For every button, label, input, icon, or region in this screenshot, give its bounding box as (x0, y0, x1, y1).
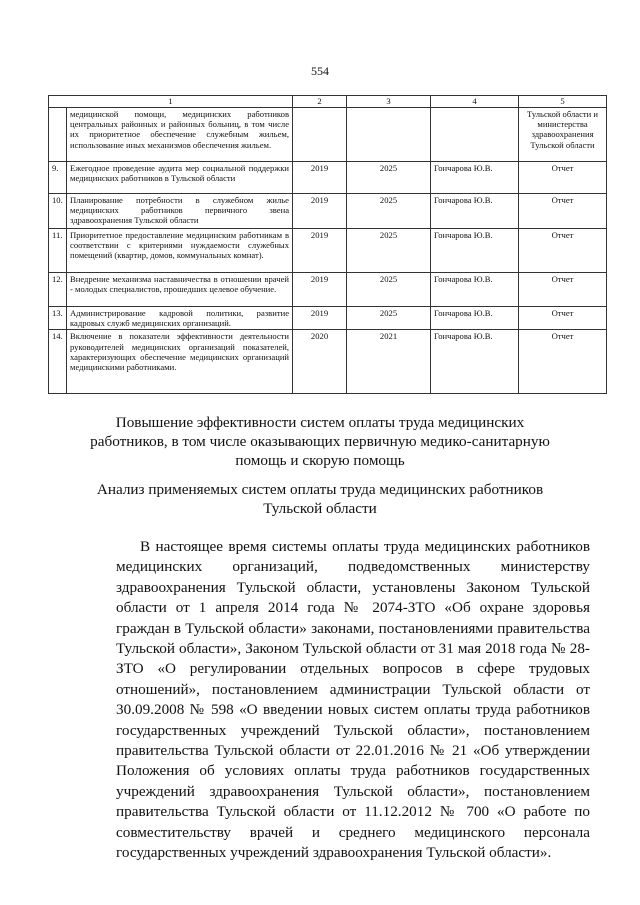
row-end-year: 2025 (347, 162, 431, 194)
row-number: 11. (49, 229, 67, 273)
row-executor: Гончарова Ю.В. (431, 162, 519, 194)
row-executor: Гончарова Ю.В. (431, 273, 519, 307)
row-result: Отчет (519, 162, 607, 194)
row-number: 14. (49, 330, 67, 394)
row-description: Ежегодное проведение аудита мер социальной поддержки медицинских работников в Тульской области (67, 162, 293, 194)
measures-table (48, 95, 607, 394)
row-number: 13. (49, 307, 67, 330)
row-end-year: 2021 (347, 330, 431, 394)
subsection-heading: Анализ применяемых систем оплаты труда медицинских работников Тульской области (96, 481, 544, 517)
section-heading: Повышение эффективности систем оплаты труда медицинских работников, в том числе оказывающих первичную медико-санитарную помощь и скорую помощь (90, 414, 550, 469)
row-number: 9. (49, 162, 67, 194)
row-number (49, 108, 67, 162)
table-row (49, 162, 607, 194)
body-paragraph: В настоящее время системы оплаты труда медицинских работников медицинских организаций, подведомственных министерству здравоохранения Тульской области, установлены Законом Тульской области от 1 апреля 2014 года № 2074-ЗТО «Об охране здоровья граждан в Тульской области» законами, постановлениями правительства Тульской области», Законом Тульской области от 31 мая 2018 года № 28-ЗТО «О регулировании отдельных вопросов в сфере трудовых отношений», постановлением администрации Тульской области от 30.09.2008 № 598 «О введении новых систем оплаты труда работников государственных учреждений Тульской области», постановлением правительства Тульской области от 22.01.2016 № 21 «Об утверждении Положения об условиях оплаты труда работников государственных учреждений здравоохранения Тульской области», постановлением правительства Тульской области от 11.12.2012 № 700 «О работе по совместительству врачей и среднего медицинского персонала государственных учреждений здравоохранения Тульской области». (116, 538, 590, 862)
row-start-year: 2019 (293, 194, 347, 229)
table-row (49, 194, 607, 229)
row-description: Внедрение механизма наставничества в отношении врачей - молодых специалистов, прошедших целевое обучение. (67, 273, 293, 307)
row-start-year (293, 108, 347, 162)
header-cell-4: 4 (431, 96, 519, 108)
row-start-year: 2020 (293, 330, 347, 394)
row-start-year: 2019 (293, 162, 347, 194)
row-end-year: 2025 (347, 194, 431, 229)
row-executor: Гончарова Ю.В. (431, 307, 519, 330)
row-executor (431, 108, 519, 162)
table-row (49, 307, 607, 330)
row-executor: Гончарова Ю.В. (431, 330, 519, 394)
header-cell-2: 2 (293, 96, 347, 108)
table-row (49, 273, 607, 307)
row-executor: Гончарова Ю.В. (431, 194, 519, 229)
row-number: 10. (49, 194, 67, 229)
table-header-row (49, 96, 607, 108)
page-number: 554 (311, 64, 329, 78)
row-result: Отчет (519, 194, 607, 229)
header-cell-5: 5 (519, 96, 607, 108)
table-row (49, 330, 607, 394)
row-description: Приоритетное предоставление медицинским работникам в соответствии с критериями нуждаемости служебных помещений (квартир, домов, коммунальных комнат). (67, 229, 293, 273)
row-result: Отчет (519, 229, 607, 273)
row-end-year: 2025 (347, 273, 431, 307)
table-row (49, 108, 607, 162)
row-description: медицинской помощи, медицинских работников центральных районных и районных больниц, в том числе их приоритетное обеспечение служебным жильем, использование иных механизмов обеспечения жильем. (67, 108, 293, 162)
body-text (116, 537, 590, 864)
row-result: Тульской области и министерства здравоохранения Тульской области (519, 108, 607, 162)
row-number: 12. (49, 273, 67, 307)
row-executor: Гончарова Ю.В. (431, 229, 519, 273)
row-description: Планирование потребности в служебном жилье медицинских работников первичного звена здравоохранения Тульской области (67, 194, 293, 229)
row-result: Отчет (519, 330, 607, 394)
header-cell-1: 1 (49, 96, 293, 108)
row-description: Включение в показатели эффективности деятельности руководителей медицинских организаций показателей, характеризующих обеспечение медицинских организаций медицинскими работниками. (67, 330, 293, 394)
row-result: Отчет (519, 273, 607, 307)
header-cell-3: 3 (347, 96, 431, 108)
row-end-year (347, 108, 431, 162)
row-description: Администрирование кадровой политики, развитие кадровых служб медицинских организаций. (67, 307, 293, 330)
row-end-year: 2025 (347, 307, 431, 330)
row-start-year: 2019 (293, 229, 347, 273)
row-end-year: 2025 (347, 229, 431, 273)
row-start-year: 2019 (293, 307, 347, 330)
table-row (49, 229, 607, 273)
row-result: Отчет (519, 307, 607, 330)
row-start-year: 2019 (293, 273, 347, 307)
